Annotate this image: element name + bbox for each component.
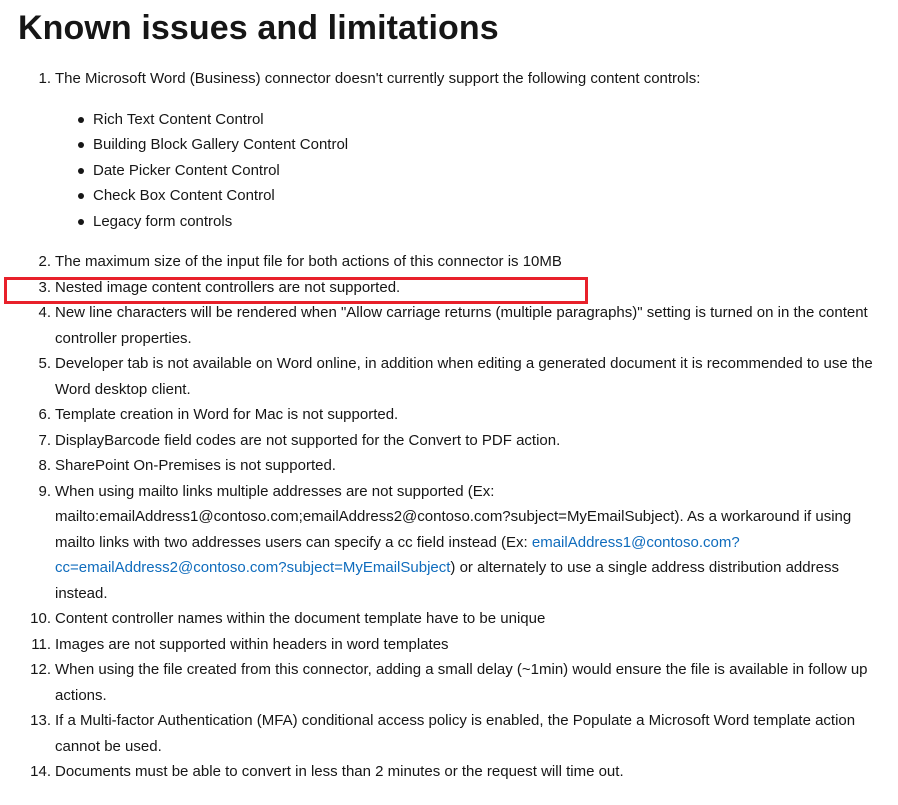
issue-text: When using the file created from this connector, adding a small delay (~1min) would ensure the file is available in follow up actions.: [55, 661, 868, 704]
issue-text: SharePoint On-Premises is not supported.: [55, 457, 336, 474]
issue-text: The maximum size of the input file for both actions of this connector is 10MB: [55, 253, 562, 270]
issue-text: Content controller names within the document template have to be unique: [55, 610, 546, 627]
issue-item-3: [38, 275, 873, 301]
issue-item-5: [38, 351, 873, 402]
issue-number: 9.: [38, 482, 51, 500]
issue-number: 11.: [31, 635, 51, 653]
issue-number: 4.: [38, 304, 51, 321]
issue-item-12: [30, 657, 873, 708]
issue-number: 14.: [30, 763, 51, 780]
issue-text: DisplayBarcode field codes are not supported for the Convert to PDF action.: [55, 431, 561, 449]
issue-item-2: [38, 249, 873, 275]
issue-item-14: [30, 759, 873, 785]
issue-text: Documents must be able to convert in less than 2 minutes or the request will time out.: [55, 763, 624, 780]
issue-text: Images are not supported within headers in word templates: [55, 635, 449, 653]
list-item: Rich Text Content Control: [93, 107, 873, 133]
issue-text: The Microsoft Word (Business) connector doesn't currently support the following content controls:: [55, 70, 701, 87]
issues-list: [30, 66, 873, 785]
issue-item-6: [38, 402, 873, 428]
issue-text: Developer tab is not available on Word online, in addition when editing a generated document it is recommended to use the Word desktop client.: [55, 355, 873, 398]
list-item: Date Picker Content Control: [93, 158, 873, 184]
unsupported-controls-list: [55, 107, 873, 235]
issue-text-before-link: When using mailto links multiple addresses are not supported (Ex: mailto:emailAddress1@contoso.com;emailAddress2@contoso.com?subject=MyEmailSubject). As a workaround if using mailto links with two addresses users can specify a cc field instead (Ex:: [55, 482, 852, 551]
issue-text: Template creation in Word for Mac is not supported.: [55, 406, 399, 423]
issue-number: 7.: [38, 431, 51, 449]
issue-item-4: [38, 300, 873, 351]
issue-item-10: [30, 606, 873, 632]
issue-item-8: [38, 453, 873, 479]
issue-number: 2.: [38, 253, 51, 270]
issue-item-9: [38, 479, 873, 607]
page-title: Known issues and limitations: [18, 9, 499, 47]
issue-item-13: [30, 708, 873, 759]
issue-text: Nested image content controllers are not supported.: [55, 278, 401, 296]
issue-item-11: [31, 632, 873, 658]
issue-item-7: [38, 428, 873, 454]
issue-number: 13.: [30, 712, 51, 729]
mailto-example-link[interactable]: emailAddress1@contoso.com?cc=emailAddress2@contoso.com?subject=MyEmailSubject: [55, 533, 740, 576]
issue-number: 5.: [38, 355, 51, 372]
issue-number: 10.: [30, 610, 51, 627]
issue-text: If a Multi-factor Authentication (MFA) conditional access policy is enabled, the Populate a Microsoft Word template action cannot be used.: [55, 712, 856, 755]
issue-item-1: [38, 66, 873, 234]
list-item: Building Block Gallery Content Control: [93, 132, 873, 158]
issue-number: 12.: [30, 661, 51, 678]
issue-number: 6.: [38, 406, 51, 423]
issue-text: New line characters will be rendered when "Allow carriage returns (multiple paragraphs)" setting is turned on in the content controller properties.: [55, 304, 868, 347]
issue-number: 3.: [38, 278, 51, 296]
issue-text-after-link: ) or alternately to use a single address distribution address instead.: [55, 559, 839, 602]
issue-number: 1.: [38, 70, 51, 87]
issue-number: 8.: [38, 457, 51, 474]
list-item: Legacy form controls: [93, 209, 873, 235]
list-item: Check Box Content Control: [93, 183, 873, 209]
